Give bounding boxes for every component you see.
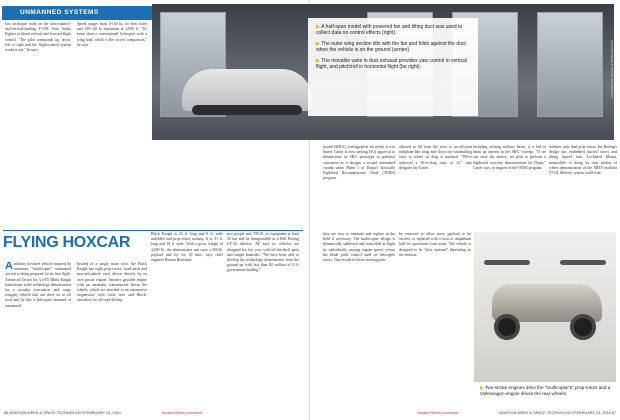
top-column-5: including visiting military bases, is a bid to drum up interest in the SR/C concept. "If we can raise the money, we plan to perform a shipboard recovery demonstration for Darpa," Carter says, in support of the TERN program. bbox=[473, 145, 546, 170]
story-column-1: Amilitary flywheel vehicle inspired by miniature "multicopter" unmanned aircraft is being prepared for its first flight. Advanced Tactics Inc.'s (AT) Black Knight transformer is the technology demonstrator for a casualty evacuation and cargo resupply vehicle that can drive on or off road and fly like a helicopter, manned or unmanned. bbox=[5, 262, 71, 308]
arrow-icon: ▶ bbox=[316, 24, 322, 30]
publication-line-left: AVIATION WEEK & SPACE TECHNOLOGY/FEBRUARY 24, 2014 bbox=[9, 411, 121, 415]
callout-item-1: ▶ A half-span model with powered fan and tilting duct was used to collect data on control effects (right). bbox=[316, 24, 463, 37]
photo-panel bbox=[537, 12, 603, 117]
section-tag: UNMANNED SYSTEMS bbox=[2, 6, 152, 20]
arrow-icon: ▶ bbox=[316, 57, 322, 64]
website-link-left[interactable]: AviationWeek.com/awst bbox=[161, 411, 202, 415]
top-column-6: tailsitter with dual prop-rotors, but Boeing's design has embedded ducted rotors and tilting ducted fans. Lockheed Martin, meanwhile, is doing its own studies of where demonstration of the ARES modular VTOL delivery system could lead. bbox=[549, 145, 617, 176]
arrow-icon: ▶ bbox=[480, 385, 485, 390]
prop-rotor bbox=[560, 260, 606, 265]
drop-cap: A bbox=[5, 262, 13, 272]
publication-line-right: AVIATION WEEK & SPACE TECHNOLOGY/FEBRUARY 24, 2014 bbox=[499, 411, 611, 415]
story-column-4: two people and 700 lb. of equipment at least 30 km and be transportable in a Bell Boeing CV-22 tiltrotor. AT says its vehicles are designed for low cost, with off-the-shelf parts and simple materials. "We have been able to develop the technology demonstrator from the ground up with less than $2 million of U.S. government funding." bbox=[227, 232, 299, 273]
callout-item-3: ▶ The movable vane in duct exhaust provides yaw control in vertical flight, and pitch/roll in horizontal flight (far right). bbox=[316, 57, 467, 71]
footer-right bbox=[316, 411, 616, 419]
photo-credit: AVIATION WEEK & SPACE TECHNOLOGY bbox=[610, 40, 614, 99]
page-number-right: 87 bbox=[611, 411, 616, 415]
photo-callout bbox=[308, 18, 478, 116]
vehicle-wheel bbox=[570, 314, 596, 340]
story-column-6: be removed to allow more payload to be carried, or replaced with a boat or amphibian hull for operations from water. The vehicle is designed to be "pilot optional" depending on the mission. bbox=[399, 232, 471, 257]
scale-model bbox=[182, 69, 312, 111]
story-column-2: Instead of a single main rotor, the Black Knight has eight prop-rotors, fixed-pitch and non-articulated, each driven directly by its own piston engine. Another gasoline engine with an automatic transmission drives the wheels, which are attached to an automotive suspension, with truck tires and shock-absorbers for off-road driving. bbox=[77, 262, 147, 303]
story-headline: FLYING HOXCAR bbox=[3, 234, 131, 251]
story-column-5: they are easy to maintain and replace in the field if necessary. The multicopter design is dynamically stabilized and controlled in flight by individually varying engine speed, versus the blade pitch control used on helicopter rotors. This results in fewer moving parts. bbox=[323, 232, 395, 263]
photo-caption: ▶ Two-stroke engines drive the "multicopter's" prop-rotors and a Volkswagen engine drives the rear wheels. bbox=[480, 385, 611, 396]
arrow-icon: ▶ bbox=[316, 40, 322, 47]
callout-item-2: ▶ The outer wing section tilts with the fan and folds against the duct when the vehicle is on the ground (center). bbox=[316, 40, 466, 54]
page-number-left: 86 bbox=[4, 411, 9, 415]
top-column-1: low technique used on the short-takeoff-and-vertical-landing F-35B Joint Strike Fighter to blend vertical and forward flight control. "The pilot commands up, down, left or right and the flight-control system works it out," he says. bbox=[5, 22, 71, 53]
story-column-3: Black Knight is 25 ft. long and 8 ft. wide unfolded and prop-rotors turning. It is 31 ft. long and 18 ft. wide. With a gross weight of 4,000 lb., the demonstrator can carry a 500-lb. payload and fly for 30 min., says chief engineer Ruston Bomstein. bbox=[151, 232, 223, 263]
black-knight-photo bbox=[474, 232, 616, 382]
vehicle-wheel bbox=[494, 314, 520, 340]
top-column-2: Speed ranges from 0-160 kt, for best loiter and 130-140 kt maximum at 2,000 ft. "It's faster than a conventional helicopter with a wing load, which is the correct comparison," he says. bbox=[77, 22, 147, 47]
footer-left bbox=[4, 411, 304, 419]
headline-rule bbox=[3, 230, 303, 231]
top-column-3: pound (SHUC) configuration on which it was based. Carter is now seeking FAA approval to demonstrate its SR/C prototype to potential customers as it designs a second unmanned variant under Phase 1 of Darpa's Tactically Exploited Reconnaissance Node (TERN) program. bbox=[323, 145, 395, 181]
top-column-4: allowed at lift from the rotor to an efficient miliplane-like wing and slows the windmilling rotor to where its drag is minimal. "We've achieved a 50-to-drag ratio of 12," says designer Jay Carter. bbox=[399, 145, 472, 170]
prop-rotor bbox=[484, 260, 530, 265]
website-link-right[interactable]: AviationWeek.com/awst bbox=[418, 411, 459, 415]
